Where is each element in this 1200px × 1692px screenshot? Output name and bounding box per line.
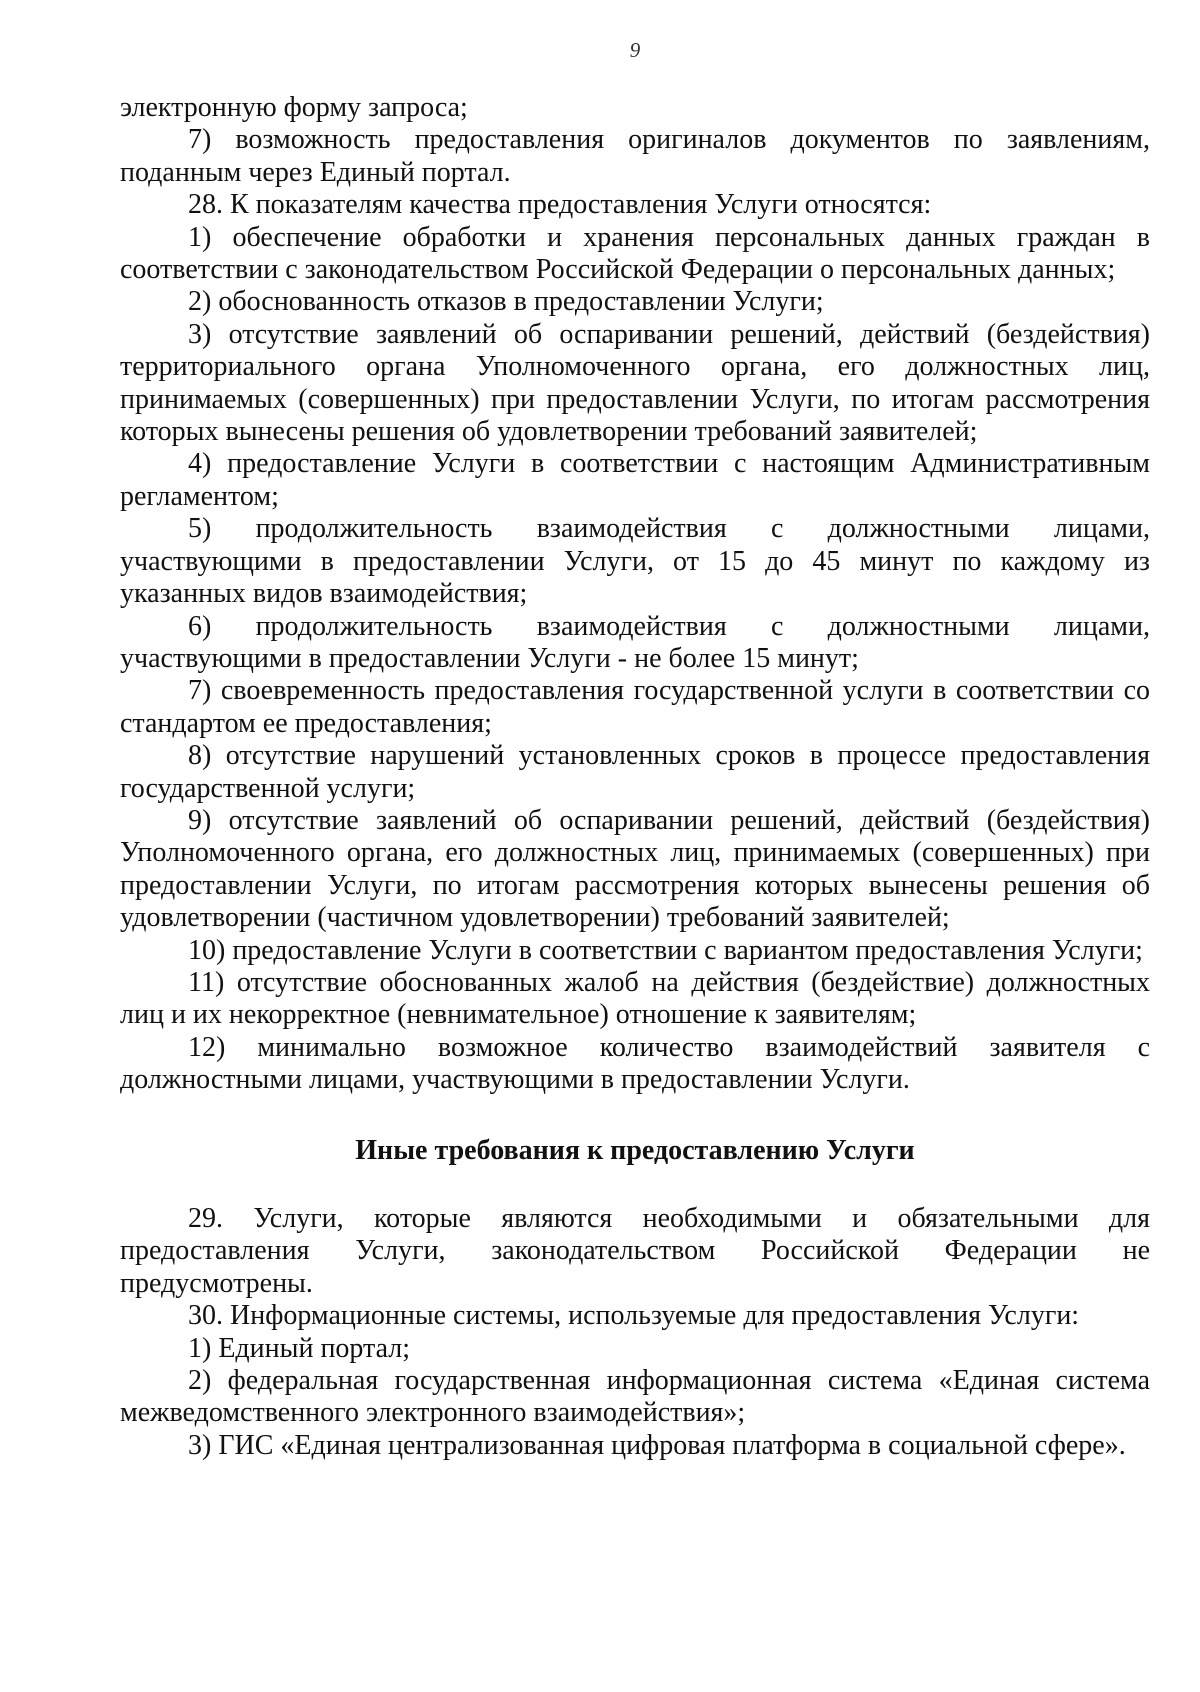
quality-item-9: 9) отсутствие заявлений об оспаривании решений, действий (бездействия) Уполномоченного органа, его должностных лиц, принимаемых (совершенных) при предоставлении Услуги, по итогам рассмотрения которых вынесены решения об удовлетворении (частичном удовлетворении) требований заявителей; xyxy=(120,804,1150,934)
section-heading: Иные требования к предоставлению Услуги xyxy=(355,1134,915,1166)
quality-item-7: 7) своевременность предоставления государственной услуги в соответствии со стандартом ее предоставления; xyxy=(120,675,1150,739)
system-item-3: 3) ГИС «Единая централизованная цифровая платформа в социальной сфере». xyxy=(188,1429,1126,1461)
quality-item-11: 11) отсутствие обоснованных жалоб на действия (бездействие) должностных лиц и их некорректное (невнимательное) отношение к заявителям; xyxy=(120,966,1150,1031)
quality-item-4: 4) предоставление Услуги в соответствии с настоящим Административным регламентом; xyxy=(120,448,1150,512)
quality-item-3: 3) отсутствие заявлений об оспаривании решений, действий (бездействия) территориального органа Уполномоченного органа, его должностных лиц, принимаемых (совершенных) при предоставлении Услуги, по итогам рассмотрения которых вынесены решения об удовлетворении требований заявителей; xyxy=(120,318,1150,448)
quality-item-10: 10) предоставление Услуги в соответствии с вариантом предоставления Услуги; xyxy=(188,934,1143,966)
quality-item-6: 6) продолжительность взаимодействия с должностными лицами, участвующими в предоставлении Услуги - не более 15 минут; xyxy=(120,610,1150,674)
paragraph-item-7-originals: 7) возможность предоставления оригиналов документов по заявлениям, поданным через Единый портал. xyxy=(120,124,1150,188)
page-number: 9 xyxy=(629,38,641,62)
quality-item-5: 5) продолжительность взаимодействия с должностными лицами, участвующими в предоставлении Услуги, от 15 до 45 минут по каждому из указанных видов взаимодействия; xyxy=(120,513,1150,610)
paragraph-30: 30. Информационные системы, используемые для предоставления Услуги: xyxy=(188,1300,1080,1332)
system-item-2: 2) федеральная государственная информационная система «Единая система межведомственного электронного взаимодействия»; xyxy=(120,1365,1150,1429)
paragraph-28: 28. К показателям качества предоставления Услуги относятся: xyxy=(188,189,932,221)
paragraph-continuation: электронную форму запроса; xyxy=(120,92,468,123)
quality-item-8: 8) отсутствие нарушений установленных сроков в процессе предоставления государственной услуги; xyxy=(120,740,1150,804)
document-body xyxy=(120,92,1150,1462)
quality-item-1: 1) обеспечение обработки и хранения персональных данных граждан в соответствии с законодательством Российской Федерации о персональных данных; xyxy=(120,221,1150,286)
system-item-1: 1) Единый портал; xyxy=(188,1332,411,1364)
quality-item-12: 12) минимально возможное количество взаимодействий заявителя с должностными лицами, участвующими в предоставлении Услуги. xyxy=(120,1031,1150,1096)
quality-item-2: 2) обоснованность отказов в предоставлении Услуги; xyxy=(188,286,824,318)
paragraph-29: 29. Услуги, которые являются необходимыми и обязательными для предоставления Услуги, законодательством Российской Федерации не предусмотрены. xyxy=(120,1203,1150,1299)
